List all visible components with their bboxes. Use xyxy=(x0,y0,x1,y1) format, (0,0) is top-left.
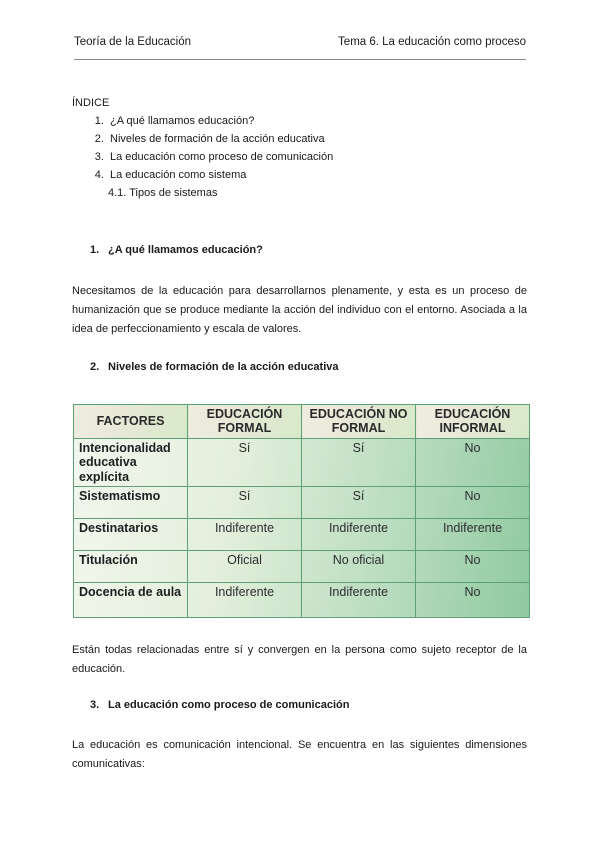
table-row xyxy=(74,438,530,486)
table-cell: Sí xyxy=(302,486,416,518)
table-row xyxy=(74,518,530,550)
table-cell: Oficial xyxy=(188,550,302,582)
table-header-cell: FACTORES xyxy=(74,405,188,439)
section-2-heading xyxy=(72,362,527,373)
section-3-number: 3. xyxy=(90,699,100,711)
table-row xyxy=(74,486,530,518)
education-levels-table-container xyxy=(73,404,530,614)
table-factor-cell: Intencionalidad educativa explícita xyxy=(74,438,188,486)
table-cell: Indiferente xyxy=(188,582,302,617)
table-cell: Indiferente xyxy=(302,582,416,617)
table-cell: Indiferente xyxy=(416,518,530,550)
table-cell: No xyxy=(416,550,530,582)
table-cell: No xyxy=(416,486,530,518)
table-row xyxy=(74,550,530,582)
section-3-paragraph: La educación es comunicación intencional. Se encuentra en las siguientes dimensiones comunicativas: xyxy=(72,739,527,770)
section-2-title: Niveles de formación de la acción educativa xyxy=(108,361,339,373)
table-factor-cell: Docencia de aula xyxy=(74,582,188,617)
table-factor-cell: Sistematismo xyxy=(74,486,188,518)
index-item-2: 2. Niveles de formación de la acción educativa xyxy=(107,134,527,145)
header-rule xyxy=(74,59,526,60)
table-cell: Sí xyxy=(188,438,302,486)
section-1-paragraph: Necesitamos de la educación para desarrollarnos plenamente, y esta es un proceso de humanización que se produce mediante la acción del individuo con el entorno. Asociada a la idea de perfeccionamiento y escala de valores. xyxy=(72,285,527,335)
index-item-3: 3. La educación como proceso de comunicación xyxy=(107,152,527,163)
page-header-left: Teoría de la Educación xyxy=(74,36,191,48)
table-cell: Sí xyxy=(302,438,416,486)
section-1-heading xyxy=(72,245,527,256)
table-header-cell: EDUCACIÓN NO FORMAL xyxy=(302,405,416,439)
index-subitem: 4.1. Tipos de sistemas xyxy=(108,187,218,199)
table-cell: No xyxy=(416,438,530,486)
table-header-cell: EDUCACIÓN FORMAL xyxy=(188,405,302,439)
section-2-number: 2. xyxy=(90,361,100,373)
page-header-right: Tema 6. La educación como proceso xyxy=(338,36,526,48)
education-levels-table xyxy=(73,404,530,618)
table-factor-cell: Titulación xyxy=(74,550,188,582)
index-list xyxy=(72,116,527,181)
table-header-row xyxy=(74,405,530,439)
table-cell: Indiferente xyxy=(302,518,416,550)
index-title: ÍNDICE xyxy=(72,97,110,109)
section-2-paragraph: Están todas relacionadas entre sí y convergen en la persona como sujeto receptor de la educación. xyxy=(72,644,527,675)
table-cell: No oficial xyxy=(302,550,416,582)
index-item-4: 4. La educación como sistema xyxy=(107,170,527,181)
table-cell: No xyxy=(416,582,530,617)
table-cell: Indiferente xyxy=(188,518,302,550)
table-row xyxy=(74,582,530,617)
section-3-heading xyxy=(72,700,527,711)
page-body xyxy=(72,98,527,373)
section-1-number: 1. xyxy=(90,244,100,256)
section-3-title: La educación como proceso de comunicación xyxy=(108,699,350,711)
table-factor-cell: Destinatarios xyxy=(74,518,188,550)
table-cell: Sí xyxy=(188,486,302,518)
section-1-title: ¿A qué llamamos educación? xyxy=(108,244,263,256)
table-header-cell: EDUCACIÓN INFORMAL xyxy=(416,405,530,439)
page-body-lower xyxy=(72,641,527,774)
index-item-1: 1. ¿A qué llamamos educación? xyxy=(107,116,527,127)
